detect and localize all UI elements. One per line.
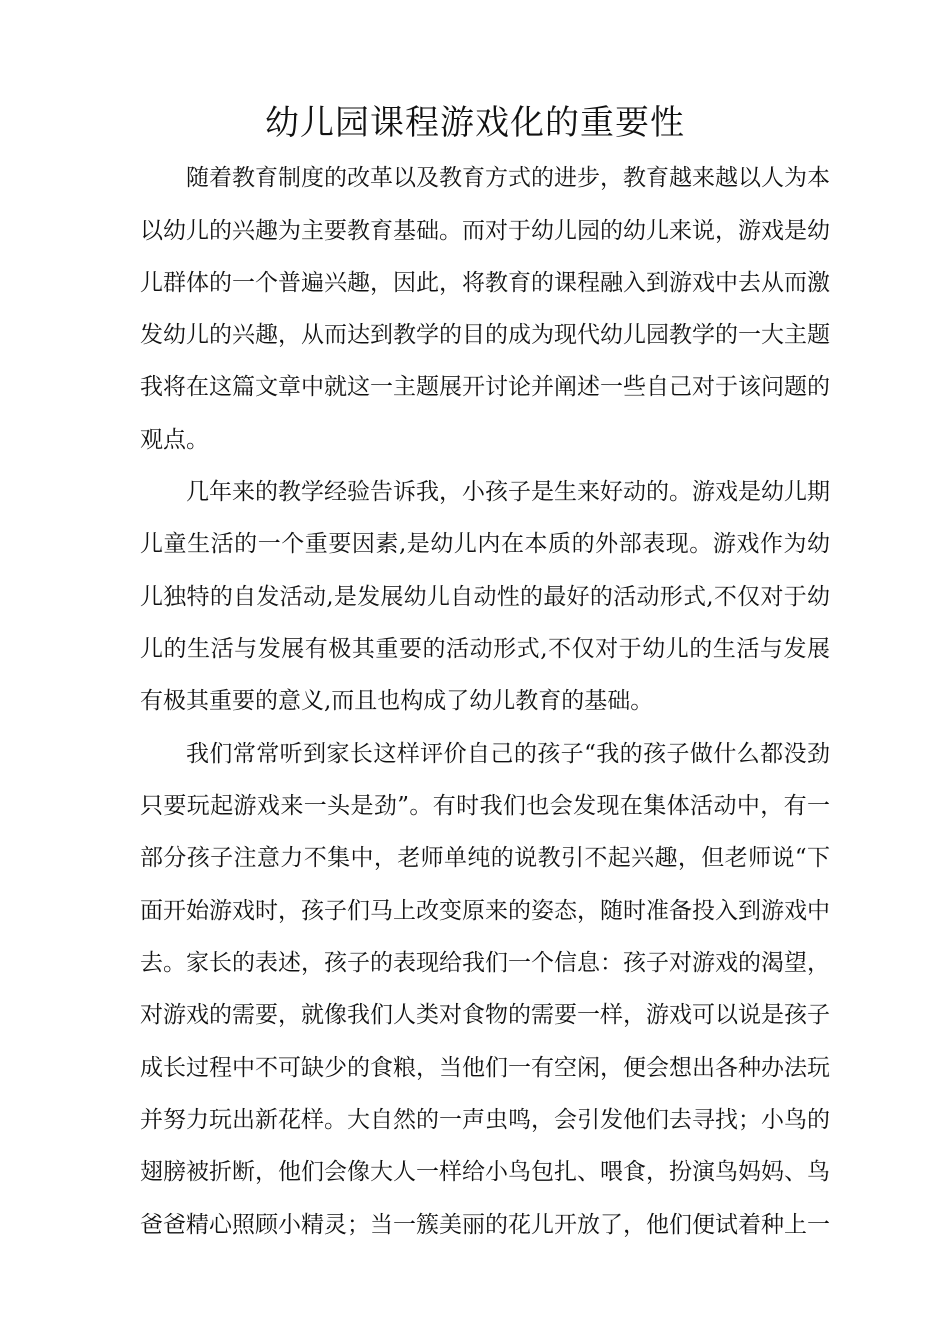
paragraph-3-line-10: 爸爸精心照顾小精灵；当一簇美丽的花儿开放了，他们便试着种上一: [140, 1212, 830, 1238]
paragraph-3-line-1: 我们常常听到家长这样评价自己的孩子“我的孩子做什么都没劲: [186, 741, 830, 767]
paragraph-1-line-4: 发幼儿的兴趣，从而达到教学的目的成为现代幼儿园教学的一大主题: [140, 322, 830, 348]
paragraph-1-line-3: 儿群体的一个普遍兴趣，因此，将教育的课程融入到游戏中去从而激: [140, 270, 830, 296]
paragraph-3-line-3: 部分孩子注意力不集中，老师单纯的说教引不起兴趣，但老师说“下: [140, 845, 830, 871]
paragraph-1-line-1: 随着教育制度的改革以及教育方式的进步，教育越来越以人为本: [186, 165, 830, 191]
paragraph-3-line-2: 只要玩起游戏来一头是劲”。有时我们也会发现在集体活动中，有一: [140, 793, 830, 819]
paragraph-3-line-5: 去。家长的表述，孩子的表现给我们一个信息：孩子对游戏的渴望，: [140, 950, 830, 976]
paragraph-2-line-2: 儿童生活的一个重要因素,是幼儿内在本质的外部表现。游戏作为幼: [140, 531, 830, 557]
paragraph-3-line-9: 翅膀被折断，他们会像大人一样给小鸟包扎、喂食，扮演鸟妈妈、鸟: [140, 1159, 830, 1185]
paragraph-3-line-6: 对游戏的需要，就像我们人类对食物的需要一样，游戏可以说是孩子: [140, 1002, 830, 1028]
paragraph-1-line-5: 我将在这篇文章中就这一主题展开讨论并阐述一些自己对于该问题的: [140, 374, 830, 400]
paragraph-1-line-6: 观点。: [140, 427, 209, 453]
document-title: 幼儿园课程游戏化的重要性: [265, 103, 685, 143]
paragraph-2-line-1: 几年来的教学经验告诉我，小孩子是生来好动的。游戏是幼儿期: [186, 479, 830, 505]
paragraph-1-line-2: 以幼儿的兴趣为主要教育基础。而对于幼儿园的幼儿来说，游戏是幼: [140, 218, 830, 244]
paragraph-3-line-7: 成长过程中不可缺少的食粮，当他们一有空闲，便会想出各种办法玩: [140, 1055, 830, 1081]
paragraph-2-line-4: 儿的生活与发展有极其重要的活动形式,不仅对于幼儿的生活与发展: [140, 636, 830, 662]
paragraph-3-line-8: 并努力玩出新花样。大自然的一声虫鸣，会引发他们去寻找；小鸟的: [140, 1107, 830, 1133]
paragraph-3-line-4: 面开始游戏时，孩子们马上改变原来的姿态，随时准备投入到游戏中: [140, 898, 830, 924]
paragraph-2-line-3: 儿独特的自发活动,是发展幼儿自动性的最好的活动形式,不仅对于幼: [140, 584, 830, 610]
paragraph-2-line-5: 有极其重要的意义,而且也构成了幼儿教育的基础。: [140, 688, 654, 714]
